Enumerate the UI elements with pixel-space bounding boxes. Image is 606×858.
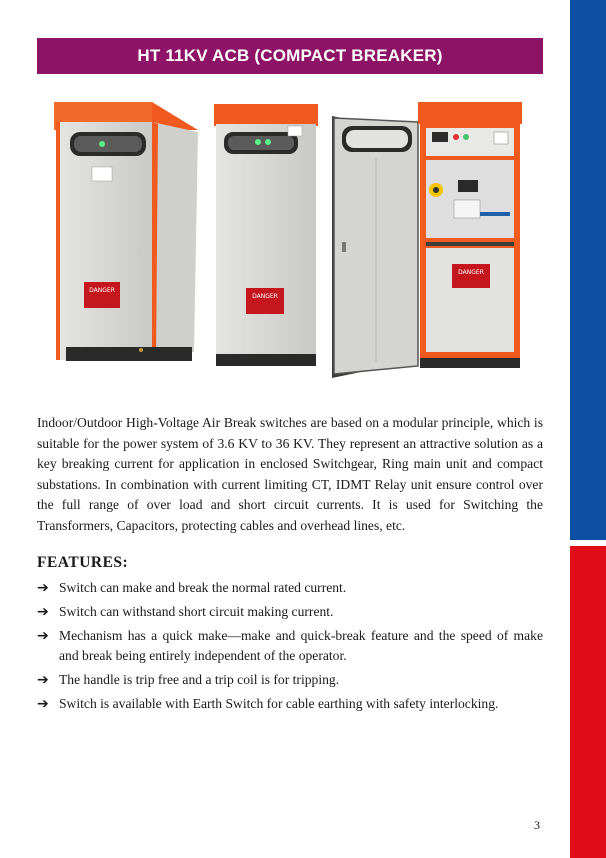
page-number: 3 bbox=[534, 818, 540, 832]
page-title: HT 11KV ACB (COMPACT BREAKER) bbox=[37, 38, 543, 74]
feature-text: Switch can make and break the normal rated current. bbox=[59, 580, 347, 595]
feature-text: Switch is available with Earth Switch for cable earthing with safety interlocking. bbox=[59, 696, 499, 711]
list-item bbox=[37, 626, 543, 666]
feature-text: The handle is trip free and a trip coil is for tripping. bbox=[59, 672, 340, 687]
arrow-right-icon: ➔ bbox=[37, 580, 49, 596]
list-item bbox=[37, 694, 543, 714]
cabinet-front-view bbox=[54, 102, 198, 361]
features-heading: FEATURES: bbox=[37, 554, 129, 571]
side-stripe-red bbox=[570, 546, 606, 858]
features-list bbox=[37, 578, 543, 718]
cabinet-side-view bbox=[214, 104, 318, 366]
product-photo bbox=[40, 92, 540, 382]
danger-sign bbox=[246, 288, 284, 314]
cabinet-open-door bbox=[332, 116, 418, 378]
list-item bbox=[37, 602, 543, 622]
cabinet-interior-view bbox=[418, 102, 522, 368]
side-stripe-blue bbox=[570, 0, 606, 540]
arrow-right-icon: ➔ bbox=[37, 628, 49, 644]
arrow-right-icon: ➔ bbox=[37, 604, 49, 620]
product-description: Indoor/Outdoor High-Voltage Air Break switches are based on a modular principle, which is suitable for the power system of 3.6 KV to 36 KV. They represent an attractive solution as a key breaking current for application in enclosed Switchgear, Ring main unit and compact substations. In combination with current limiting CT, IDMT Relay unit ensure control over the full range of over load and short circuit currents. It is used for Switching the Transformers, Capacitors, protecting cables and overhead lines, etc. bbox=[37, 415, 543, 533]
danger-sign bbox=[452, 264, 490, 288]
list-item bbox=[37, 670, 543, 690]
danger-sign-text: DANGER bbox=[458, 269, 484, 276]
arrow-right-icon: ➔ bbox=[37, 672, 49, 688]
list-item bbox=[37, 578, 543, 598]
arrow-right-icon: ➔ bbox=[37, 696, 49, 712]
danger-sign bbox=[84, 282, 120, 308]
feature-text: Switch can withstand short circuit making current. bbox=[59, 604, 334, 619]
feature-text: Mechanism has a quick make—make and quick-break feature and the speed of make and break being entirely independent of the operator. bbox=[59, 628, 543, 663]
danger-sign-text: DANGER bbox=[89, 287, 115, 294]
danger-sign-text: DANGER bbox=[252, 293, 278, 300]
